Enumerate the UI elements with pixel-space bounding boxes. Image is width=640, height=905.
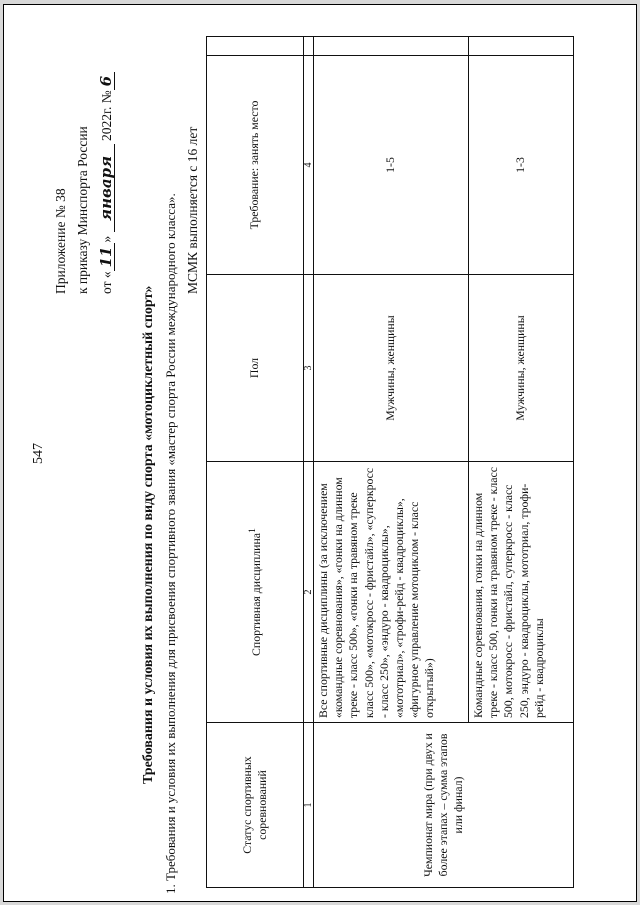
rotated-document [13,14,628,894]
gender-cell: Мужчины, женщины [314,275,469,462]
table-row [314,37,469,888]
column-number-empty [304,37,314,56]
table-header-row [207,37,304,888]
header-place: Требование: занять место [207,56,304,275]
document-page [3,4,637,902]
order-number: 6 [98,72,115,90]
competition-status: Чемпионат мира (при двух и более этапах – сумма этапов или финал) [314,723,574,888]
section-subtitle: 1. Требования и условия их выполнения для присвоения спортивного звания «мастер спорта России международного класса». [163,193,178,894]
discipline-cell: Командные соревнования, гонки на длинном треке - класс 500, гонки на травяном треке - класс 500, мотокросс - фристайл, суперкросс - класс 250, эндуро - квадроциклы, мототриал, трофи-рейд - квадроциклы [469,462,574,723]
header-gender: Пол [207,275,304,462]
extra-cell [469,37,574,56]
order-year: 2022 [99,114,114,142]
column-number-row [304,37,314,888]
order-prefix: от « [99,271,114,294]
place-cell: 1-5 [314,56,469,275]
order-year-suffix: г. № [99,90,114,115]
page-number: 547 [31,443,46,464]
place-cell: 1-3 [469,56,574,275]
order-mid: » [99,235,114,243]
header-discipline-label: Спортивная дисциплина [249,532,264,656]
msmk-note: МСМК выполняется с 16 лет [185,126,200,294]
appendix-title: Приложение № 38 [53,188,68,294]
order-reference: к приказу Минспорта России [75,126,90,294]
header-extra [207,37,304,56]
requirements-table [206,36,574,888]
header-discipline [207,462,304,723]
order-month: января [98,144,115,232]
discipline-cell: Все спортивные дисциплины (за исключением «командные соревнования», «гонки на длинном треке - класс 500», «гонки на травяном треке класс 500», «мотокросс - фристайл», «суперкросс - класс 250», «эндуро - квадроциклы», «мототриал», «трофи-рейд - квадроциклы», «фигурное управление мотоциклом - класс открытый») [314,462,469,723]
column-number: 2 [304,462,314,723]
order-date-line [98,72,115,294]
page-title: Требования и условия их выполнения по виду спорта «мотоциклетный спорт» [141,285,156,784]
header-footnote-mark: 1 [247,528,259,533]
header-status: Статус спортивных соревнований [207,723,304,888]
order-day: 11 [98,243,115,272]
column-number: 1 [304,723,314,888]
column-number: 4 [304,56,314,275]
gender-cell: Мужчины, женщины [469,275,574,462]
extra-cell [314,37,469,56]
column-number: 3 [304,275,314,462]
